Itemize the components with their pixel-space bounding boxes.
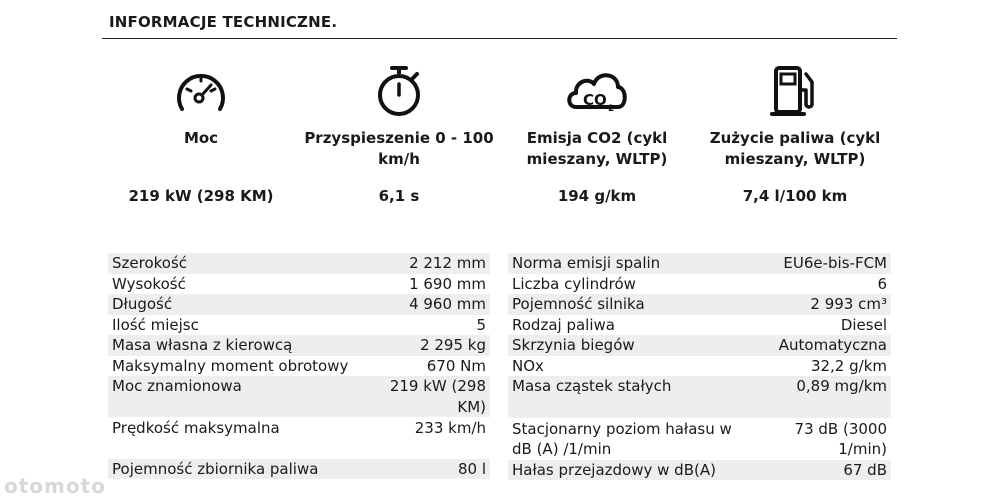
svg-text:2: 2 [608,104,615,114]
spec-value: 1 690 mm [409,274,486,293]
table-row [108,459,490,480]
spec-label: NOx [512,356,544,375]
table-row [508,376,891,418]
spec-value: 80 l [457,459,486,478]
spec-label: Masa cząstek stałych [512,377,672,395]
spec-table-left [108,253,490,479]
title-divider [102,38,897,39]
spec-label: Liczba cylindrów [512,274,636,293]
spec-value: Diesel [840,315,887,334]
spec-label: Pojemność silnika [512,295,645,313]
spec-label: Długość [112,295,173,313]
spec-value: 219 kW (298 KM) [389,377,486,416]
spec-label: Szerokość [112,254,188,272]
table-row [508,315,891,336]
spec-label: Wysokość [112,274,186,293]
kpi-label: Przyspieszenie 0 - 100 km/h [304,129,494,168]
table-row [108,335,490,356]
table-row [108,315,490,336]
table-row [108,274,490,295]
table-row [108,376,490,417]
kpi-co2 [498,60,696,205]
spec-label: Moc znamionowa [112,377,242,395]
spec-label: Maksymalny moment obrotowy [112,356,349,375]
spec-value: 67 dB [843,460,887,479]
kpi-value: 6,1 s [378,187,420,205]
kpi-fuel [696,60,894,205]
spec-label: Norma emisji spalin [512,254,661,272]
table-row [108,294,490,315]
spec-value: 5 [476,315,486,334]
watermark: otomoto [4,474,106,498]
kpi-power [102,60,300,205]
table-row [108,253,490,274]
spec-label: Masa własna z kierowcą [112,336,293,354]
svg-text:CO: CO [583,91,607,109]
spec-label: Ilość miejsc [112,315,199,334]
spec-value: 0,89 mg/km [796,377,887,395]
spec-value: Automatyczna [778,336,887,354]
table-row [508,274,891,295]
kpi-label: Moc [183,129,219,147]
table-row [508,356,891,377]
kpi-value: 219 kW (298 KM) [128,187,274,205]
spec-label: Stacjonarny poziom hałasu w dB (A) /1/min [512,419,732,458]
spec-value: 2 212 mm [409,254,486,272]
co2-cloud-icon [564,65,630,117]
spec-value: EU6e-bis-FCM [783,254,887,272]
spec-value: 4 960 mm [409,295,486,313]
spec-value: 6 [877,274,887,293]
table-row [108,356,490,377]
spec-value: 32,2 g/km [810,356,887,375]
spec-value: 670 Nm [426,356,486,375]
table-row [508,335,891,356]
spec-table-right [508,253,891,480]
kpi-value: 194 g/km [557,187,637,205]
kpi-value: 7,4 l/100 km [742,187,848,205]
kpi-acceleration [300,60,498,205]
fuel-pump-icon [770,64,820,118]
spec-value: 233 km/h [414,419,486,437]
kpi-label: Zużycie paliwa (cykl mieszany, WLTP) [709,129,881,168]
speedometer-icon [173,65,229,117]
table-row [108,417,490,459]
kpi-row [102,60,897,220]
spec-label: Hałas przejazdowy w dB(A) [512,460,716,479]
spec-label: Pojemność zbiornika paliwa [112,459,319,478]
table-row [508,460,891,481]
kpi-label: Emisja CO2 (cykl mieszany, WLTP) [526,129,668,168]
table-row [508,253,891,274]
spec-value: 73 dB (3000 1/min) [794,419,887,458]
spec-label: Skrzynia biegów [512,336,635,354]
table-row [508,418,891,460]
spec-value: 2 295 kg [420,336,486,354]
stopwatch-icon [375,64,423,118]
section-title: INFORMACJE TECHNICZNE. [109,13,338,31]
spec-label: Prędkość maksymalna [112,419,280,437]
spec-value: 2 993 cm³ [810,295,887,313]
table-row [508,294,891,315]
spec-label: Rodzaj paliwa [512,315,615,334]
